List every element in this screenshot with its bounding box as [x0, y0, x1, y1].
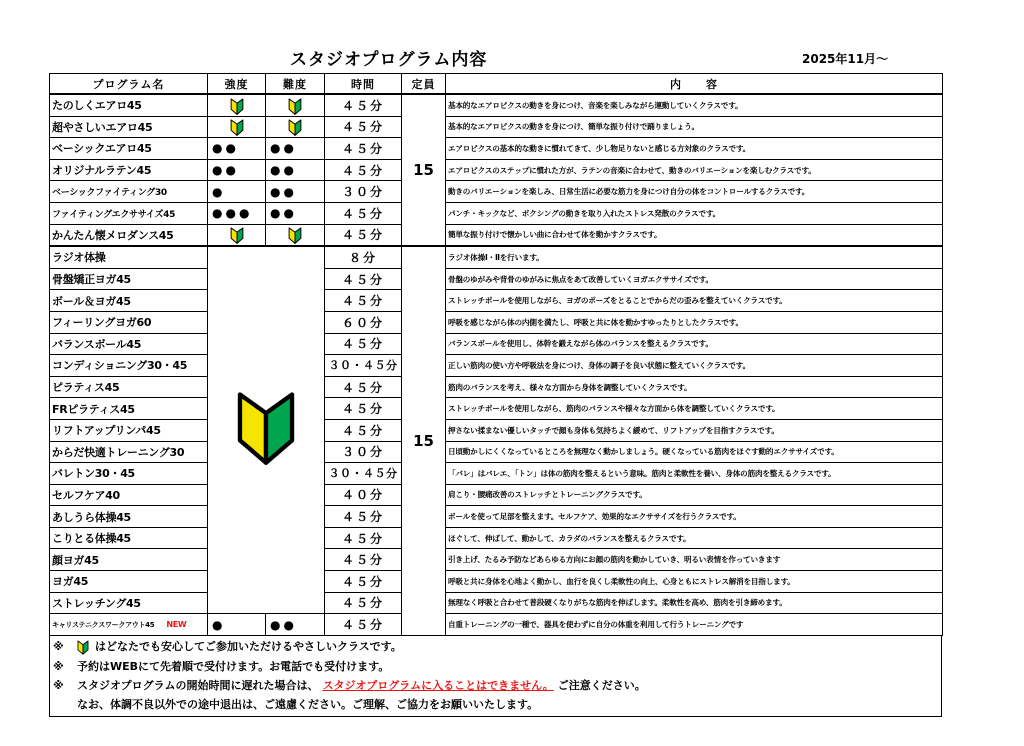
- program-name: ベーシックファイティング30: [50, 181, 208, 203]
- program-name: あしうら体操45: [50, 506, 208, 528]
- intensity-cell: [208, 224, 266, 246]
- note-mark: ※: [53, 660, 64, 673]
- program-time: ４５分: [325, 592, 402, 614]
- note-leaving: [77, 696, 538, 712]
- note-reservation: [53, 658, 389, 674]
- program-name: セルフケア40: [50, 484, 208, 506]
- program-name: ファイティングエクササイズ45: [50, 202, 208, 224]
- table-row: [50, 116, 943, 138]
- beginner-mark-icon: [230, 98, 244, 115]
- program-time: ３０・４５分: [325, 463, 402, 485]
- difficulty-cell: [266, 94, 325, 116]
- program-name: ピラティス45: [50, 376, 208, 398]
- program-name: ヨガ45: [50, 571, 208, 593]
- program-description: 正しい筋肉の使い方や呼吸法を身につけ、身体の調子を良い状態に整えていくクラスです。: [446, 355, 943, 377]
- beginner-mark-icon: [235, 388, 297, 468]
- beginner-mark-icon: [77, 640, 89, 655]
- program-description: 引き上げ、たるみ予防などあらゆる方向にお顔の筋肉を動かしていき、明るい表情を作っていきます: [446, 549, 943, 571]
- table-row: [50, 138, 943, 160]
- header-capacity: 定員: [402, 74, 446, 95]
- table-row: [50, 290, 943, 312]
- program-name: からだ快適トレーニング30: [50, 441, 208, 463]
- intensity-cell: [208, 116, 266, 138]
- table-row: [50, 94, 943, 116]
- program-name: リフトアップリンパ45: [50, 419, 208, 441]
- table-row: [50, 268, 943, 290]
- program-name: ストレッチング45: [50, 592, 208, 614]
- program-description: ほぐして、伸ばして、動かして、カラダのバランスを整えるクラスです。: [446, 527, 943, 549]
- note-late: [53, 677, 646, 693]
- beginner-group-cell: [208, 246, 325, 614]
- intensity-cell: ●●: [208, 159, 266, 181]
- program-description: エアロビクスの基本的な動きに慣れてきて、少し物足りないと感じる方対象のクラスです。: [446, 138, 943, 160]
- table-row: [50, 355, 943, 377]
- program-name: たのしくエアロ45: [50, 94, 208, 116]
- program-description: 肩こり・腰痛改善のストレッチとトレーニングクラスです。: [446, 484, 943, 506]
- program-description: ストレッチポールを使用しながら、筋肉のバランスや様々な方面から体を調整していくクラスです。: [446, 398, 943, 420]
- header-difficulty: 難度: [266, 74, 325, 95]
- intensity-cell: ●●: [208, 138, 266, 160]
- table-row: [50, 441, 943, 463]
- program-name: ベーシックエアロ45: [50, 138, 208, 160]
- program-name: 顔ヨガ45: [50, 549, 208, 571]
- table-row: [50, 202, 943, 224]
- header-intensity: 強度: [208, 74, 266, 95]
- note-warning: スタジオプログラムに入ることはできません。: [322, 679, 554, 692]
- beginner-mark-icon: [230, 119, 244, 136]
- program-description: パンチ・キックなど、ボクシングの動きを取り入れたストレス発散のクラスです。: [446, 202, 943, 224]
- program-description: 自重トレーニングの一種で、器具を使わずに自分の体重を利用して行うトレーニングです: [446, 614, 943, 636]
- program-time: ４５分: [325, 506, 402, 528]
- program-time: ６０分: [325, 311, 402, 333]
- note-mark: ※: [53, 640, 64, 653]
- program-description: ストレッチポールを使用しながら、ヨガのポーズをとることでからだの歪みを整えていくクラスです。: [446, 290, 943, 312]
- program-time: ３０・４５分: [325, 355, 402, 377]
- program-name: かんたん懐メロダンス45: [50, 224, 208, 246]
- program-time: ４５分: [325, 138, 402, 160]
- table-row: [50, 376, 943, 398]
- notes-section: [49, 635, 942, 717]
- intensity-cell: ●: [208, 181, 266, 203]
- table-row: [50, 419, 943, 441]
- program-time: ４５分: [325, 333, 402, 355]
- program-name: ボール＆ヨガ45: [50, 290, 208, 312]
- program-description: バランスボールを使用し、体幹を鍛えながら体のバランスを整えるクラスです。: [446, 333, 943, 355]
- intensity-cell: ●: [208, 614, 266, 636]
- beginner-mark-icon: [288, 119, 302, 136]
- note-text: スタジオプログラムの開始時間に遅れた場合は、: [77, 679, 319, 692]
- note-text: ご注意ください。: [557, 679, 646, 692]
- program-description: ラジオ体操Ⅰ・Ⅱを行います。: [446, 246, 943, 268]
- page-title: スタジオプログラム内容: [290, 50, 488, 70]
- table-row: [50, 224, 943, 246]
- program-description: 動きのバリエーションを楽しみ、日常生活に必要な筋力を身につけ自分の体をコントロールするクラスです。: [446, 181, 943, 203]
- program-name: オリジナルラテン45: [50, 159, 208, 181]
- table-row: [50, 311, 943, 333]
- program-description: エアロビクスのステップに慣れた方が、ラテンの音楽に合わせて、動きのバリエーションを楽しむクラスです。: [446, 159, 943, 181]
- program-name: バレトン30・45: [50, 463, 208, 485]
- table-row: [50, 159, 943, 181]
- program-table: [49, 73, 943, 636]
- difficulty-cell: ●●: [266, 614, 325, 636]
- program-time: ４０分: [325, 484, 402, 506]
- program-time: ４５分: [325, 419, 402, 441]
- program-description: 呼吸を感じながら体の内側を満たし、呼吸と共に体を動かすゆったりとしたクラスです。: [446, 311, 943, 333]
- table-row: [50, 333, 943, 355]
- beginner-mark-icon: [230, 227, 244, 244]
- program-time: ４５分: [325, 94, 402, 116]
- header-time: 時間: [325, 74, 402, 95]
- program-name: バランスボール45: [50, 333, 208, 355]
- program-time: ８分: [325, 246, 402, 268]
- program-time: ４５分: [325, 527, 402, 549]
- program-description: ボールを使って足部を整えます。セルフケア、効果的なエクササイズを行うクラスです。: [446, 506, 943, 528]
- table-row: [50, 592, 943, 614]
- program-time: ４５分: [325, 159, 402, 181]
- difficulty-cell: ●●: [266, 202, 325, 224]
- program-name: フィーリングヨガ60: [50, 311, 208, 333]
- program-description: 筋肉のバランスを考え、様々な方面から身体を調整していくクラスです。: [446, 376, 943, 398]
- difficulty-cell: [266, 224, 325, 246]
- program-name: コンディショニング30・45: [50, 355, 208, 377]
- difficulty-cell: [266, 116, 325, 138]
- program-name: 骨盤矯正ヨガ45: [50, 268, 208, 290]
- table-row: [50, 181, 943, 203]
- program-description: 日頃動かしにくくなっているところを無理なく動かしましょう。硬くなっている筋肉をほぐす動的エクササイズです。: [446, 441, 943, 463]
- header-program: プログラム名: [50, 74, 208, 95]
- program-name: FRピラティス45: [50, 398, 208, 420]
- table-header-row: [50, 74, 943, 95]
- program-description: 基本的なエアロビクスの動きを身につけ、音楽を楽しみながら運動していくクラスです。: [446, 94, 943, 116]
- program-time: ４５分: [325, 571, 402, 593]
- table-row: [50, 614, 943, 636]
- table-row: [50, 571, 943, 593]
- program-time: ３０分: [325, 181, 402, 203]
- program-time: ４５分: [325, 376, 402, 398]
- note-beginner: [53, 638, 402, 655]
- table-row: [50, 549, 943, 571]
- capacity-cell: 15: [402, 94, 446, 246]
- program-time: ４５分: [325, 398, 402, 420]
- difficulty-cell: ●●: [266, 159, 325, 181]
- new-badge: NEW: [166, 619, 187, 629]
- program-time: ４５分: [325, 202, 402, 224]
- table-row: [50, 527, 943, 549]
- table-row: [50, 246, 943, 268]
- beginner-mark-icon: [288, 98, 302, 115]
- program-name: ラジオ体操: [50, 246, 208, 268]
- program-description: 押さない揉まない優しいタッチで顔も身体も気持ちよく緩めて、リフトアップを目指すクラスです。: [446, 419, 943, 441]
- table-row: [50, 484, 943, 506]
- program-time: ４５分: [325, 224, 402, 246]
- program-time: ４５分: [325, 268, 402, 290]
- difficulty-cell: ●●: [266, 138, 325, 160]
- program-name-text: キャリステニクスワークアウト45: [52, 620, 155, 629]
- program-name: 超やさしいエアロ45: [50, 116, 208, 138]
- difficulty-cell: ●●: [266, 181, 325, 203]
- table-row: [50, 506, 943, 528]
- program-description: 「バレ」はバレエ、「トン」は体の筋肉を整えるという意味。筋肉と柔軟性を養い、身体の筋肉を整えるクラスです。: [446, 463, 943, 485]
- program-time: ３０分: [325, 441, 402, 463]
- header-content: 内 容: [446, 74, 943, 95]
- beginner-mark-icon: [288, 227, 302, 244]
- program-name: こりとる体操45: [50, 527, 208, 549]
- note-text: なお、体調不良以外での途中退出は、ご遠慮ください。ご理解、ご協力をお願いいたします。: [77, 698, 539, 711]
- program-time: ４５分: [325, 290, 402, 312]
- intensity-cell: ●●●: [208, 202, 266, 224]
- note-text: はどなたでも安心してご参加いただけるやさしいクラスです。: [95, 640, 402, 653]
- table-row: [50, 398, 943, 420]
- program-name: [50, 614, 208, 636]
- note-mark: ※: [53, 679, 64, 692]
- program-time: ４５分: [325, 549, 402, 571]
- program-description: 簡単な振り付けで懐かしい曲に合わせて体を動かすクラスです。: [446, 224, 943, 246]
- program-description: 骨盤のゆがみや背骨のゆがみに焦点をあて改善していくヨガエクササイズです。: [446, 268, 943, 290]
- program-description: 無理なく呼吸と合わせて普段硬くなりがちな筋肉を伸ばします。柔軟性を高め、筋肉を引き締めます。: [446, 592, 943, 614]
- capacity-cell: 15: [402, 246, 446, 635]
- program-description: 基本的なエアロビクスの動きを身につけ、簡単な振り付けで踊りましょう。: [446, 116, 943, 138]
- program-time: ４５分: [325, 116, 402, 138]
- program-time: ４５分: [325, 614, 402, 636]
- program-description: 呼吸と共に身体を心地よく動かし、血行を良くし柔軟性の向上、心身ともにストレス解消を目指します。: [446, 571, 943, 593]
- table-row: [50, 463, 943, 485]
- intensity-cell: [208, 94, 266, 116]
- effective-date: 2025年11月～: [802, 52, 889, 66]
- note-text: 予約はWEBにて先着順で受付けます。お電話でも受付けます。: [77, 660, 390, 673]
